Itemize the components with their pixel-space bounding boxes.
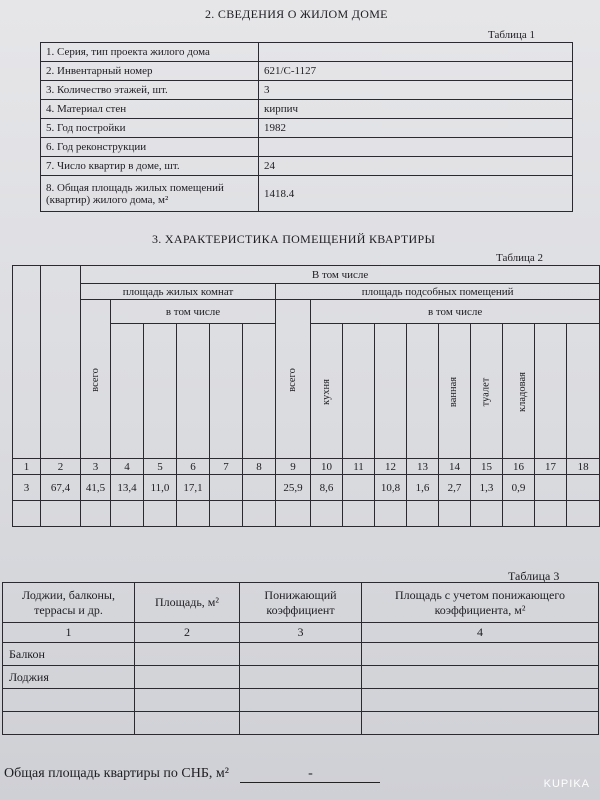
table3-row [3,666,599,689]
data-cell [343,475,375,501]
table3-row-label: Лоджия [3,666,135,689]
data-cell: 13,4 [111,475,144,501]
house-info-label: 2. Инвентарный номер [41,62,259,81]
table3-row [3,643,599,666]
table3-row [3,712,599,735]
data-cell: 11,0 [144,475,177,501]
house-info-value: кирпич [259,100,573,119]
data-cell: 3 [13,475,41,501]
column-number: 1 [13,459,41,475]
data-cell: 2,7 [439,475,471,501]
house-info-row [41,43,573,62]
header-rooms-count [13,266,41,459]
header-kitchen: кухня [311,324,343,459]
total-area-label: Общая площадь квартиры по СНБ, м² [4,766,229,781]
table3-header: Площадь, м² [135,583,240,623]
header-including: В том числе [81,266,600,284]
table-3-label: Таблица 3 [508,569,560,583]
table3-cell [362,666,599,689]
column-number: 14 [439,459,471,475]
table3-header: Понижающий коэффициент [240,583,362,623]
column-number: 2 [41,459,81,475]
table3-cell [362,643,599,666]
house-info-row [41,81,573,100]
house-info-label: 3. Количество этажей, шт. [41,81,259,100]
data-cell: 1,3 [471,475,503,501]
empty-cell [343,501,375,527]
data-cell: 17,1 [177,475,210,501]
header-living-including: в том числе [111,300,276,324]
header-living-area: площадь жилых комнат [81,284,276,300]
data-cell: 41,5 [81,475,111,501]
table3-column-number: 1 [3,623,135,643]
header-aux-total: всего [276,300,311,459]
table3-cell [135,689,240,712]
column-number: 13 [407,459,439,475]
table3-column-number: 3 [240,623,362,643]
column-number: 6 [177,459,210,475]
empty-cell [471,501,503,527]
empty-cell [407,501,439,527]
house-info-label: 4. Материал стен [41,100,259,119]
table3-cell [135,666,240,689]
empty-cell [535,501,567,527]
total-area-snb [4,766,380,783]
house-info-value: 3 [259,81,573,100]
table3-cell [135,643,240,666]
house-info-value: 1982 [259,119,573,138]
column-numbers-row [13,459,600,475]
column-number: 4 [111,459,144,475]
empty-cell [111,501,144,527]
house-info-row [41,62,573,81]
data-cell [535,475,567,501]
table3-cell [362,689,599,712]
column-number: 9 [276,459,311,475]
empty-cell [375,501,407,527]
table3-row-label [3,689,135,712]
header-toilet: туалет [471,324,503,459]
table3-row [3,689,599,712]
house-info-row [41,119,573,138]
data-cell [567,475,600,501]
data-cell: 0,9 [503,475,535,501]
header-aux-area: площадь подсобных помещений [276,284,600,300]
balconies-table [2,582,599,735]
header-storage: кладовая [503,324,535,459]
column-number: 18 [567,459,600,475]
table-1-label: Таблица 1 [488,29,536,41]
table3-row-label [3,712,135,735]
total-area-value: - [240,766,380,783]
empty-cell [144,501,177,527]
column-number: 5 [144,459,177,475]
header-aux-including: в том числе [311,300,600,324]
header-closets [407,324,439,459]
table3-cell [362,712,599,735]
table3-header: Лоджии, балконы, террасы и др. [3,583,135,623]
table3-cell [240,643,362,666]
table-2-label: Таблица 2 [496,252,544,264]
house-info-value [259,138,573,157]
house-info-label: 6. Год реконструкции [41,138,259,157]
house-info-row [41,157,573,176]
table3-column-number: 4 [362,623,599,643]
house-info-label: 5. Год постройки [41,119,259,138]
empty-cell [13,501,41,527]
table3-column-number: 2 [135,623,240,643]
column-number: 8 [243,459,276,475]
house-info-table [40,42,573,212]
house-info-label: 8. Общая площадь жилых помещений (квартир) жилого дома, м² [41,176,259,212]
house-info-label: 7. Число квартир в доме, шт. [41,157,259,176]
header-living-total: всего [81,300,111,459]
header-corridors [375,324,407,459]
section-2-title: 2. СВЕДЕНИЯ О ЖИЛОМ ДОМЕ [205,7,388,21]
column-number: 15 [471,459,503,475]
empty-cell [311,501,343,527]
empty-cell [81,501,111,527]
house-info-value: 24 [259,157,573,176]
table3-cell [240,666,362,689]
column-number: 12 [375,459,407,475]
empty-cell [276,501,311,527]
table3-cell [135,712,240,735]
column-number: 17 [535,459,567,475]
data-cell: 25,9 [276,475,311,501]
table3-row-label: Балкон [3,643,135,666]
house-info-row [41,100,573,119]
house-info-value [259,43,573,62]
column-number: 10 [311,459,343,475]
empty-cell [567,501,600,527]
house-info-row [41,138,573,157]
data-cell: 67,4 [41,475,81,501]
section-3-title: 3. ХАРАКТЕРИСТИКА ПОМЕЩЕНИЙ КВАРТИРЫ [152,232,436,246]
apartment-data-row [13,475,600,501]
house-info-label: 1. Серия, тип проекта жилого дома [41,43,259,62]
house-info-value: 621/С-1127 [259,62,573,81]
data-cell: 1,6 [407,475,439,501]
header-hall [343,324,375,459]
empty-cell [210,501,243,527]
empty-cell [177,501,210,527]
column-number: 11 [343,459,375,475]
table3-header: Площадь с учетом понижающего коэффициента, м² [362,583,599,623]
data-cell [210,475,243,501]
column-number: 3 [81,459,111,475]
watermark-logo: KUPIKA [543,778,590,790]
data-cell: 8,6 [311,475,343,501]
table3-cell [240,712,362,735]
column-number: 16 [503,459,535,475]
data-cell: 10,8 [375,475,407,501]
house-info-row [41,176,573,212]
apartment-rooms-table [12,265,600,527]
header-total-area [41,266,81,459]
empty-row [13,501,600,527]
data-cell [243,475,276,501]
empty-cell [243,501,276,527]
empty-cell [41,501,81,527]
house-info-value: 1418.4 [259,176,573,212]
column-number: 7 [210,459,243,475]
header-bathroom: ванная [439,324,471,459]
table3-cell [240,689,362,712]
empty-cell [503,501,535,527]
empty-cell [439,501,471,527]
